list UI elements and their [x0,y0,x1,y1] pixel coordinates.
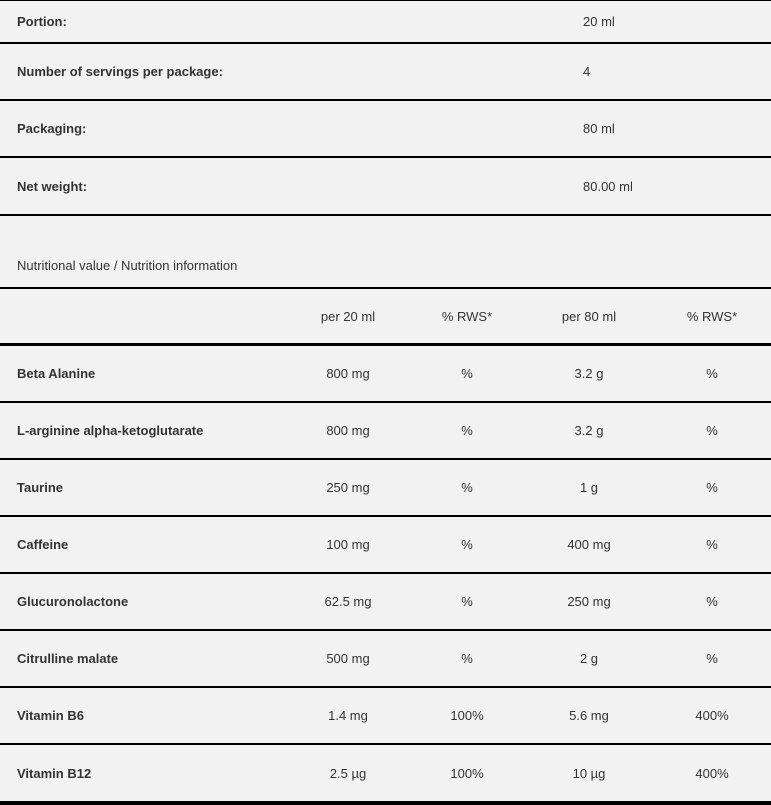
rws-package-value: % [706,366,718,381]
per-serving-value: 800 mg [326,366,370,381]
info-value: 80 ml [583,121,615,136]
rws-package-value: 400% [695,708,729,723]
header-rws-serving: % RWS* [441,308,493,324]
header-rws-package: % RWS* [686,308,738,324]
info-label: Portion: [17,14,67,29]
ingredient-name: L-arginine alpha-ketoglutarate [17,423,204,438]
rws-package-value: % [706,594,718,609]
rws-serving-value: % [461,480,473,495]
ingredient-name: Taurine [17,480,63,495]
ingredient-name: Vitamin B12 [17,765,92,781]
rws-serving-value: % [461,651,473,666]
table-row [0,403,771,460]
nutrition-header-row [0,289,771,346]
table-row [0,631,771,688]
table-row [0,460,771,517]
ingredient-name: Citrulline malate [17,651,119,666]
rws-package-value: % [706,537,718,552]
per-package-value: 400 mg [567,537,611,552]
ingredient-name: Glucuronolactone [17,594,129,609]
rws-serving-value: % [461,594,473,609]
header-per-serving: per 20 ml [320,308,376,324]
rws-package-value: % [706,423,718,438]
ingredient-name: Vitamin B6 [17,708,84,723]
per-package-value: 3.2 g [574,366,604,381]
info-label: Number of servings per package: [17,64,223,79]
per-package-value: 3.2 g [574,423,604,438]
section-title-row [0,216,771,289]
rws-serving-value: % [461,366,473,381]
rws-serving-value: 100% [450,708,484,723]
rws-package-value: % [706,651,718,666]
table-row [0,688,771,745]
rws-package-value: 400% [695,765,729,781]
rws-serving-value: % [461,537,473,552]
info-row-net-weight [0,158,771,216]
per-serving-value: 500 mg [326,651,370,666]
per-serving-value: 100 mg [326,537,370,552]
per-serving-value: 62.5 mg [324,594,372,609]
info-label: Packaging: [17,121,87,136]
per-serving-value: 250 mg [326,480,370,495]
table-row [0,745,771,801]
info-value: 80.00 ml [583,178,633,194]
per-package-value: 10 µg [572,765,606,781]
per-package-value: 5.6 mg [569,708,609,723]
table-bottom-border [0,801,771,805]
rws-serving-value: % [461,423,473,438]
per-serving-value: 1.4 mg [328,708,368,723]
rws-serving-value: 100% [450,765,484,781]
info-row-portion [0,1,771,44]
info-label: Net weight: [17,178,88,194]
info-row-packaging [0,101,771,158]
per-package-value: 250 mg [567,594,611,609]
info-value: 20 ml [583,14,615,29]
per-package-value: 2 g [579,651,599,666]
header-per-package: per 80 ml [561,308,617,324]
section-title: Nutritional value / Nutrition information [17,258,238,273]
table-row [0,574,771,631]
per-package-value: 1 g [579,480,599,495]
per-serving-value: 2.5 µg [329,765,367,781]
info-value: 4 [583,64,591,79]
ingredient-name: Beta Alanine [17,366,96,381]
per-serving-value: 800 mg [326,423,370,438]
rws-package-value: % [706,480,718,495]
ingredient-name: Caffeine [17,537,69,552]
table-row [0,346,771,403]
table-row [0,517,771,574]
info-row-servings [0,44,771,101]
